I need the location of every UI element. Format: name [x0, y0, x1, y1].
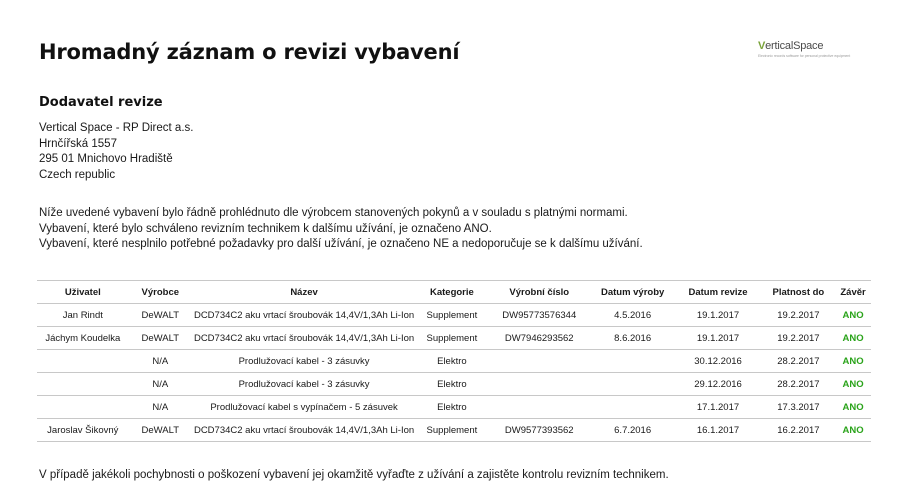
cell-name: DCD734C2 aku vrtací šroubovák 14,4V/1,3Ah Li-Ion [192, 327, 416, 350]
cell-user: Jan Rindt [37, 304, 129, 327]
cell-serial [488, 373, 591, 396]
table-row [37, 419, 871, 442]
intro-text [39, 206, 643, 253]
cell-result: ANO [835, 373, 871, 396]
table-row [37, 396, 871, 419]
cell-category: Elektro [416, 396, 487, 419]
cell-revision-date: 29.12.2016 [674, 373, 761, 396]
table-row [37, 327, 871, 350]
table-row [37, 304, 871, 327]
cell-manufacturer: DeWALT [129, 327, 192, 350]
address-line: Vertical Space - RP Direct a.s. [39, 122, 194, 134]
cell-category: Supplement [416, 327, 487, 350]
cell-serial [488, 350, 591, 373]
cell-result: ANO [835, 396, 871, 419]
cell-manufacture-date [591, 373, 675, 396]
cell-manufacture-date: 6.7.2016 [591, 419, 675, 442]
cell-result: ANO [835, 327, 871, 350]
page-title: Hromadný záznam o revizi vybavení [39, 40, 460, 64]
cell-valid-until: 19.2.2017 [762, 327, 835, 350]
cell-user [37, 373, 129, 396]
cell-user [37, 396, 129, 419]
cell-manufacture-date [591, 396, 675, 419]
cell-name: Prodlužovací kabel - 3 zásuvky [192, 373, 416, 396]
cell-valid-until: 28.2.2017 [762, 350, 835, 373]
intro-line: Vybavení, které bylo schváleno revizním technikem k dalšímu užívání, je označeno ANO. [39, 222, 492, 235]
cell-manufacturer: DeWALT [129, 419, 192, 442]
intro-line: Níže uvedené vybavení bylo řádně prohlédnuto dle výrobcem stanovených pokynů a v souladu s platnými normami. [39, 207, 628, 219]
logo-wordmark [758, 40, 878, 52]
supplier-heading: Dodavatel revize [39, 95, 163, 110]
logo-v-letter: V [758, 40, 766, 52]
address-line: 295 01 Mnichovo Hradiště [39, 153, 173, 165]
cell-manufacturer: N/A [129, 396, 192, 419]
cell-result: ANO [835, 304, 871, 327]
cell-revision-date: 19.1.2017 [674, 327, 761, 350]
col-header-valid-until: Platnost do [762, 281, 835, 304]
cell-user: Jáchym Koudelka [37, 327, 129, 350]
cell-serial: DW7946293562 [488, 327, 591, 350]
cell-user: Jaroslav Šikovný [37, 419, 129, 442]
cell-user [37, 350, 129, 373]
cell-valid-until: 28.2.2017 [762, 373, 835, 396]
cell-valid-until: 19.2.2017 [762, 304, 835, 327]
cell-revision-date: 17.1.2017 [674, 396, 761, 419]
table-row [37, 350, 871, 373]
logo-name-text: erticalSpace [765, 40, 824, 52]
revision-table [37, 280, 871, 442]
cell-category: Supplement [416, 304, 487, 327]
cell-serial: DW9577393562 [488, 419, 591, 442]
cell-category: Elektro [416, 350, 487, 373]
cell-revision-date: 30.12.2016 [674, 350, 761, 373]
col-header-result: Závěr [835, 281, 871, 304]
col-header-revision-date: Datum revize [674, 281, 761, 304]
cell-serial: DW95773576344 [488, 304, 591, 327]
cell-manufacture-date: 4.5.2016 [591, 304, 675, 327]
cell-manufacture-date [591, 350, 675, 373]
cell-manufacturer: N/A [129, 350, 192, 373]
table-header-row [37, 281, 871, 304]
col-header-user: Uživatel [37, 281, 129, 304]
cell-name: DCD734C2 aku vrtací šroubovák 14,4V/1,3Ah Li-Ion [192, 419, 416, 442]
cell-manufacture-date: 8.6.2016 [591, 327, 675, 350]
footer-note: V případě jakékoli pochybnosti o poškození vybavení jej okamžitě vyřaďte z užívání a zajistěte kontrolu revizním technikem. [39, 469, 669, 481]
cell-result: ANO [835, 350, 871, 373]
col-header-name: Název [192, 281, 416, 304]
cell-revision-date: 16.1.2017 [674, 419, 761, 442]
cell-category: Supplement [416, 419, 487, 442]
col-header-manufacture-date: Datum výroby [591, 281, 675, 304]
logo-tagline: Electronic records software for personal protective equipment [758, 54, 851, 58]
cell-manufacturer: DeWALT [129, 304, 192, 327]
cell-name: Prodlužovací kabel s vypínačem - 5 zásuvek [192, 396, 416, 419]
intro-line: Vybavení, které nesplnilo potřebné požadavky pro další užívání, je označeno NE a nedoporučuje se k dalšímu užívání. [39, 238, 643, 250]
col-header-serial: Výrobní číslo [488, 281, 591, 304]
table-row [37, 373, 871, 396]
cell-name: Prodlužovací kabel - 3 zásuvky [192, 350, 416, 373]
cell-serial [488, 396, 591, 419]
address-line: Hrnčířská 1557 [39, 137, 117, 150]
cell-result: ANO [835, 419, 871, 442]
cell-revision-date: 19.1.2017 [674, 304, 761, 327]
vertical-space-logo [758, 40, 878, 58]
cell-category: Elektro [416, 373, 487, 396]
address-line: Czech republic [39, 168, 116, 181]
col-header-category: Kategorie [416, 281, 487, 304]
col-header-manufacturer: Výrobce [129, 281, 192, 304]
cell-valid-until: 17.3.2017 [762, 396, 835, 419]
supplier-address [39, 121, 193, 183]
cell-name: DCD734C2 aku vrtací šroubovák 14,4V/1,3Ah Li-Ion [192, 304, 416, 327]
cell-valid-until: 16.2.2017 [762, 419, 835, 442]
cell-manufacturer: N/A [129, 373, 192, 396]
